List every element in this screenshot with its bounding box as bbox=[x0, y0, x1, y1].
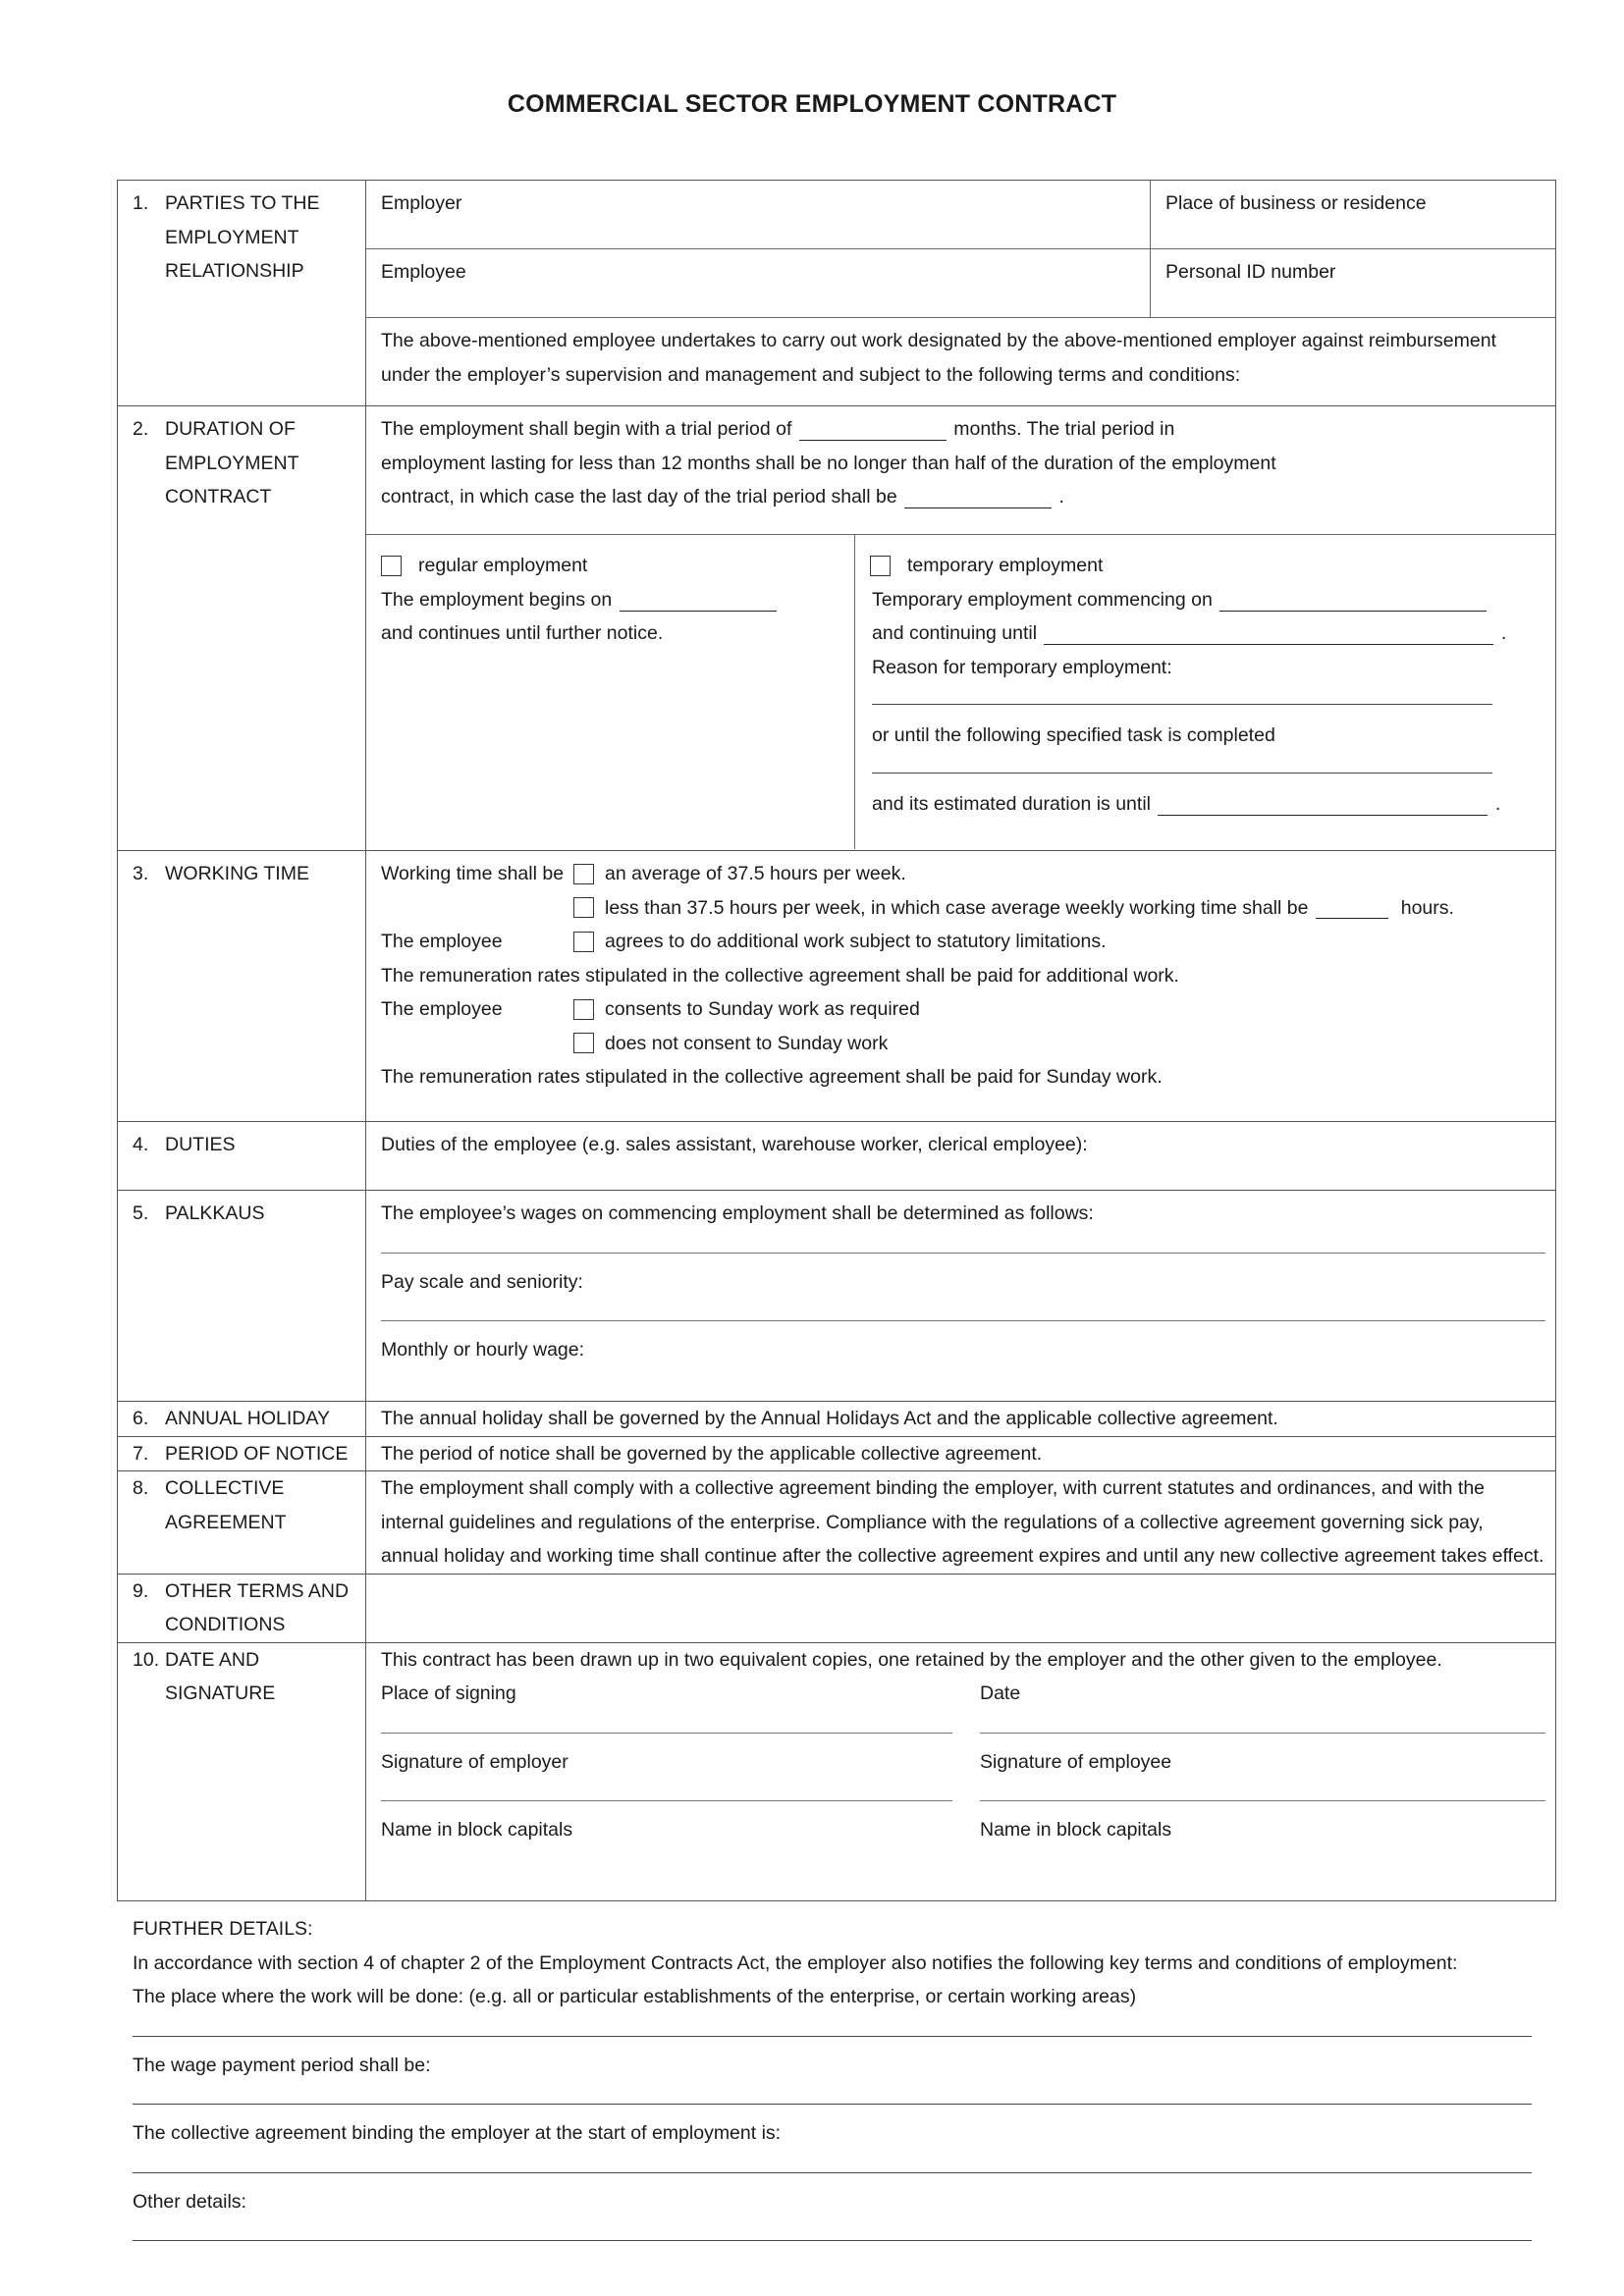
section-6-label: 6. ANNUAL HOLIDAY bbox=[118, 1402, 366, 1437]
section-3-content: Working time shall be an average of 37.5 hours per week. less than 37.5 hours per week, in which case average weekly working time shall be hours. The employee agrees to do additional work subject to statutory limitations. The remuneration rates stipulated in the collective agreement shall be paid for additional work. The employee consents to Sunday work as required does not consent to Sunday work The remuneration rates stipulated in the collective agreement shall be paid for Sunday work. bbox=[366, 851, 1556, 1122]
additional-work-checkbox[interactable] bbox=[573, 932, 594, 952]
document-title: COMMERCIAL SECTOR EMPLOYMENT CONTRACT bbox=[507, 90, 1117, 118]
work-place-line[interactable] bbox=[133, 2014, 1532, 2037]
trial-period-text: The employment shall begin with a trial period of months. The trial period in employment lasting for less than 12 months shall be no longer than half of the duration of the employment contract, in which case the last day of the trial period shall be . bbox=[366, 406, 1555, 535]
personal-id-field[interactable]: Personal ID number bbox=[1165, 261, 1336, 283]
less-hours-checkbox[interactable] bbox=[573, 897, 594, 918]
temporary-employment-column: temporary employment Temporary employment commencing on and continuing until . Reason for temporary employment: or until the following specified task is completed and its estimated duration is until . bbox=[872, 555, 1507, 815]
section-5-label: 5. PALKKAUS bbox=[118, 1191, 366, 1402]
contract-form-table: 1. PARTIES TO THE EMPLOYMENT RELATIONSHIP Employer Place of business or residence Employee Personal ID number The above-mentioned employee undertakes to carry out work designated by the above-mentioned employer against reimbursement under the employer’s supervision and management and subject to the following terms and conditions: 2. DURATION OF EMPLOYMENT CONTRACT The employment shall begin with a trial period of months. The trial period in employment lasting for less than 12 months shall be no longer than half of the duration of the employment contract, in which case the last day of the trial period shall be . regular employment The employment begins on and continues until further notice. temporary employment Temporary employment commencing on and continuing until . Reason for temporary employment: or until the following specified task is completed and its estimated duration is until . 3. WORKING TIME Working time shall be an average of 37.5 hours per week. less than 37.5 hours per week, in which case average weekly working time shall be hours. The employee agrees to do additional work subject to statutory limitations. The remuneration rates stipulated in the collective agreement shall be paid for additional work. The employee consents to Sunday work as required does not consent to Sunday work The remuneration rates stipulated in the collective agreement shall be paid for Sunday work. 4. DUTIES Duties of the employee (e.g. sales assistant, warehouse worker, clerical employee): 5. PALKKAUS The employee’s wages on commencing employment shall be determined as follows: Pay scale and seniority: Monthly or hourly wage: 6. ANNUAL HOLIDAY The annual holiday shall be governed by the Annual Holidays Act and the applicable collective agreement. 7. PERIOD OF NOTICE The period of notice shall be governed by the applicable collective agreement. 8. COLLECTIVE AGREEMENT The employment shall comply with a collective agreement binding the employer, with current statutes and ordinances, and with the internal guidelines and regulations of the enterprise. Compliance with the regulations of a collective agreement governing sick pay, annual holiday and working time shall continue after the collective agreement expires and until any new collective agreement takes effect. 9. OTHER TERMS AND CONDITIONS 10. DATE AND SIGNATURE This contract has been drawn up in two equivalent copies, one retained by the employer and the other given to the employee. Place of signing Signature of employer Name in block capitals Date Signature of employee Name in block capitals bbox=[117, 180, 1556, 1901]
avg-hours-checkbox[interactable] bbox=[573, 864, 594, 884]
section-10-content: This contract has been drawn up in two equivalent copies, one retained by the employer and the other given to the employee. Place of signing Signature of employer Name in block capitals Date Signature of employee Name in block capitals bbox=[366, 1642, 1556, 1900]
temp-duration-blank[interactable] bbox=[1158, 793, 1488, 816]
trial-months-blank[interactable] bbox=[799, 418, 947, 441]
section-2-label: 2. DURATION OF EMPLOYMENT CONTRACT bbox=[118, 406, 366, 851]
collective-agreement-line[interactable] bbox=[133, 2151, 1532, 2173]
section-3-label: 3. WORKING TIME bbox=[118, 851, 366, 1122]
employee-signature-line[interactable] bbox=[980, 1779, 1545, 1801]
employer-signature-line[interactable] bbox=[381, 1779, 952, 1801]
section-1-label: 1. PARTIES TO THE EMPLOYMENT RELATIONSHIP bbox=[118, 181, 366, 406]
regular-employment-checkbox[interactable] bbox=[381, 556, 402, 576]
weekly-hours-blank[interactable] bbox=[1316, 896, 1388, 919]
further-details: FURTHER DETAILS: In accordance with section 4 of chapter 2 of the Employment Contracts Act, the employer also notifies the following key terms and conditions of employment: The place where the work will be done: (e.g. all or particular establishments of the enterprise, or certain working areas) The wage payment period shall be: The collective agreement binding the employer at the start of employment is: Other details: bbox=[133, 1912, 1532, 2241]
section-10-label: 10. DATE AND SIGNATURE bbox=[118, 1642, 366, 1900]
temp-commencing-blank[interactable] bbox=[1219, 589, 1487, 612]
section-8-label: 8. COLLECTIVE AGREEMENT bbox=[118, 1471, 366, 1575]
pay-scale-line[interactable] bbox=[381, 1299, 1545, 1321]
section-7-label: 7. PERIOD OF NOTICE bbox=[118, 1436, 366, 1471]
temp-continuing-blank[interactable] bbox=[1044, 622, 1493, 645]
undertaking-text: The above-mentioned employee undertakes to carry out work designated by the above-mentioned employer against reimbursement under the employer’s supervision and management and subject to the following terms and conditions: bbox=[381, 330, 1496, 386]
place-of-signing-line[interactable] bbox=[381, 1711, 952, 1734]
employee-field[interactable]: Employee bbox=[366, 249, 1151, 317]
employer-field[interactable]: Employer bbox=[366, 181, 1151, 248]
section-9-label: 9. OTHER TERMS AND CONDITIONS bbox=[118, 1574, 366, 1642]
sunday-consent-checkbox[interactable] bbox=[573, 999, 594, 1020]
other-terms-field[interactable] bbox=[366, 1574, 1556, 1642]
other-details-line[interactable] bbox=[133, 2218, 1532, 2241]
wage-period-line[interactable] bbox=[133, 2082, 1532, 2105]
sunday-no-consent-checkbox[interactable] bbox=[573, 1033, 594, 1053]
regular-employment-column: regular employment The employment begins on and continues until further notice. bbox=[366, 535, 855, 849]
wages-line[interactable] bbox=[381, 1231, 1545, 1254]
temporary-employment-checkbox[interactable] bbox=[870, 556, 891, 576]
duties-field[interactable]: Duties of the employee (e.g. sales assistant, warehouse worker, clerical employee): bbox=[366, 1122, 1556, 1191]
section-1-content bbox=[366, 181, 1556, 406]
date-line[interactable] bbox=[980, 1711, 1545, 1734]
further-heading: FURTHER DETAILS: bbox=[133, 1918, 313, 1940]
trial-last-day-blank[interactable] bbox=[904, 486, 1052, 508]
regular-begins-blank[interactable] bbox=[620, 589, 777, 612]
place-of-business-field[interactable]: Place of business or residence bbox=[1165, 192, 1427, 214]
section-2-content bbox=[366, 406, 1556, 851]
section-4-label: 4. DUTIES bbox=[118, 1122, 366, 1191]
temp-reason-line[interactable] bbox=[872, 684, 1492, 705]
section-5-content: The employee’s wages on commencing employment shall be determined as follows: Pay scale and seniority: Monthly or hourly wage: bbox=[366, 1191, 1556, 1402]
temp-task-line[interactable] bbox=[872, 753, 1492, 774]
